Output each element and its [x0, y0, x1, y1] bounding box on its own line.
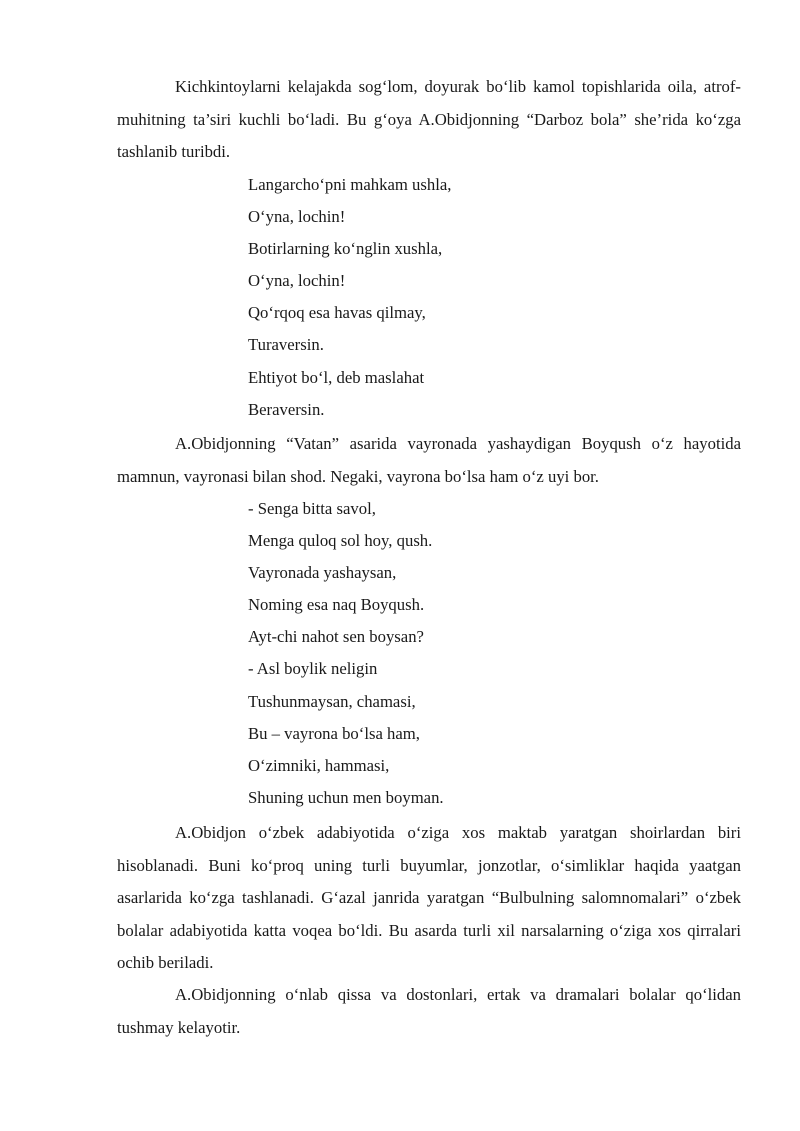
- paragraph-conclusion: A.Obidjonning o‘nlab qissa va dostonlari, ertak va dramalari bolalar qo‘lidan tushmay kelayotir.: [117, 985, 741, 1037]
- verse-line: Vayronada yashaysan,: [248, 563, 397, 583]
- verse-line: Botirlarning ko‘nglin xushla,: [248, 239, 443, 259]
- paragraph-intro: Kichkintoylarni kelajakda sog‘lom, doyurak bo‘lib kamol topishlarida oila, atrof-muhitning ta’siri kuchli bo‘ladi. Bu g‘oya A.Obidjonning “Darboz bola” she’rida ko‘zga tashlanib turibdi.: [117, 77, 741, 161]
- verse-line: Turaversin.: [248, 335, 324, 355]
- poem-vatan: [248, 493, 444, 814]
- verse-line: O‘zimniki, hammasi,: [248, 755, 390, 775]
- paragraph-vatan: A.Obidjonning “Vatan” asarida vayronada yashaydigan Boyqush o‘z hayotida mamnun, vayronasi bilan shod. Negaki, vayrona bo‘lsa ham o‘z uyi bor.: [117, 434, 741, 486]
- verse-line: Beraversin.: [248, 399, 325, 419]
- verse-line: Menga quloq sol hoy, qush.: [248, 531, 433, 551]
- verse-line: - Senga bitta savol,: [248, 499, 376, 518]
- verse-line: Shuning uchun men boyman.: [248, 787, 444, 807]
- verse-line: Bu – vayrona bo‘lsa ham,: [248, 723, 420, 743]
- verse-line: O‘yna, lochin!: [248, 207, 346, 227]
- paragraph-obidjon-school: A.Obidjon o‘zbek adabiyotida o‘ziga xos maktab yaratgan shoirlardan biri hisoblanadi. Buni ko‘proq uning turli buyumlar, jonzotlar, o‘simliklar haqida yaatgan asarlarida ko‘zga tashlanadi. G‘azal janrida yaratgan “Bulbulning salomnomalari” o‘zbek bolalar adabiyotida katta voqea bo‘ldi. Bu asarda turli xil narsalarning o‘ziga xos qirralari ochib beriladi.: [117, 823, 741, 972]
- poem-darboz-bola: [248, 169, 451, 426]
- verse-line: Langarcho‘pni mahkam ushla,: [248, 175, 452, 194]
- verse-line: - Asl boylik neligin: [248, 659, 378, 679]
- verse-line: Qo‘rqoq esa havas qilmay,: [248, 303, 426, 323]
- verse-line: Ayt-chi nahot sen boysan?: [248, 627, 424, 647]
- verse-line: Ehtiyot bo‘l, deb maslahat: [248, 367, 425, 387]
- verse-line: Tushunmaysan, chamasi,: [248, 691, 416, 711]
- verse-line: Noming esa naq Boyqush.: [248, 595, 425, 615]
- verse-line: O‘yna, lochin!: [248, 271, 346, 291]
